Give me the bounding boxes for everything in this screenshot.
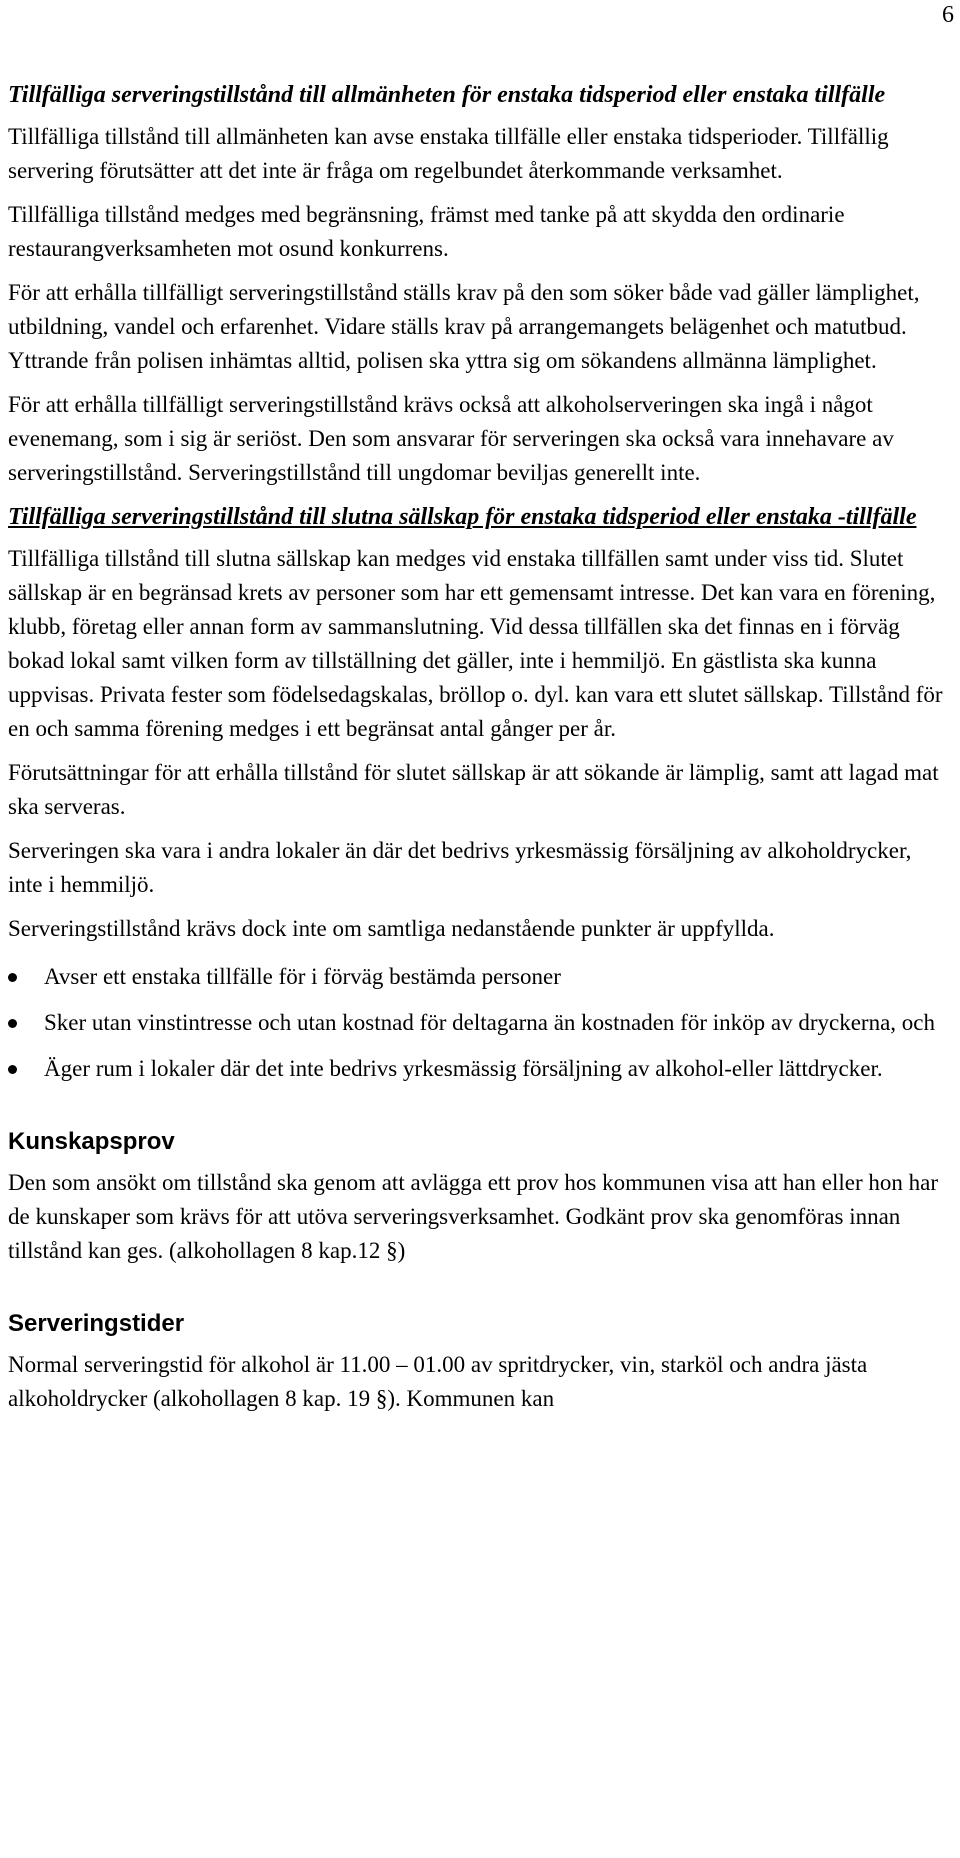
- bullet-icon: [8, 1065, 17, 1074]
- section-heading: Tillfälliga serveringstillstånd till allmänheten för enstaka tidsperiod eller enstaka tillfälle: [8, 82, 886, 108]
- section-temporary-closed-party: [8, 500, 944, 1086]
- bullet-icon: [8, 973, 17, 982]
- paragraph: Tillfälliga tillstånd till allmänheten kan avse enstaka tillfälle eller enstaka tidsperioder. Tillfällig servering förutsätter att det inte är fråga om regelbundet återkommande verksamhet.: [8, 124, 889, 183]
- list-item-text: Sker utan vinstintresse och utan kostnad för deltagarna än kostnaden för inköp av dryckerna, och: [44, 1010, 935, 1035]
- paragraph: Normal serveringstid för alkohol är 11.00 – 01.00 av spritdrycker, vin, starköl och andra jästa alkoholdrycker (alkohollagen 8 kap. 19 §). Kommunen kan: [8, 1352, 868, 1411]
- paragraph: Serveringen ska vara i andra lokaler än där det bedrivs yrkesmässig försäljning av alkoholdrycker, inte i hemmiljö.: [8, 838, 912, 897]
- section-knowledge-test: [8, 1126, 944, 1268]
- section-heading: Tillfälliga serveringstillstånd till slutna sällskap för enstaka tidsperiod eller enstaka -tillfälle: [8, 504, 917, 530]
- section-heading: Kunskapsprov: [8, 1128, 175, 1155]
- list-item-text: Avser ett enstaka tillfälle för i förväg bestämda personer: [44, 964, 561, 989]
- paragraph: Serveringstillstånd krävs dock inte om samtliga nedanstående punkter är uppfyllda.: [8, 916, 775, 941]
- section-temporary-public: [8, 78, 944, 490]
- paragraph: Förutsättningar för att erhålla tillstånd för slutet sällskap är att sökande är lämplig, samt att lagad mat ska serveras.: [8, 760, 939, 819]
- document-body: [8, 78, 944, 1426]
- paragraph: Den som ansökt om tillstånd ska genom att avlägga ett prov hos kommunen visa att han eller hon har de kunskaper som krävs för att utöva serveringsverksamhet. Godkänt prov ska genomföras innan tillstånd kan ges. (alkohollagen 8 kap.12 §): [8, 1170, 939, 1263]
- list-item: [8, 1006, 944, 1040]
- section-heading: Serveringstider: [8, 1310, 185, 1337]
- paragraph: Tillfälliga tillstånd medges med begränsning, främst med tanke på att skydda den ordinarie restaurangverksamheten mot osund konkurrens.: [8, 202, 845, 261]
- page-number: 6: [942, 2, 954, 28]
- paragraph: För att erhålla tillfälligt serveringstillstånd ställs krav på den som söker både vad gäller lämplighet, utbildning, vandel och erfarenhet. Vidare ställs krav på arrangemangets belägenhet och matutbud. Yttrande från polisen inhämtas alltid, polisen ska yttra sig om sökandens allmänna lämplighet.: [8, 280, 920, 373]
- paragraph: Tillfälliga tillstånd till slutna sällskap kan medges vid enstaka tillfällen samt under viss tid. Slutet sällskap är en begränsad krets av personer som har ett gemensamt intresse. Det kan vara en förening, klubb, företag eller annan form av sammanslutning. Vid dessa tillfällen ska det finnas en i förväg bokad lokal samt vilken form av tillställning det gäller, inte i hemmiljö. En gästlista ska kunna uppvisas. Privata fester som födelsedagskalas, bröllop o. dyl. kan vara ett slutet sällskap. Tillstånd för en och samma förening medges i ett begränsat antal gånger per år.: [8, 546, 943, 741]
- section-serving-hours: [8, 1308, 944, 1416]
- list-item: [8, 960, 944, 994]
- bullet-icon: [8, 1019, 17, 1028]
- list-item-text: Äger rum i lokaler där det inte bedrivs yrkesmässig försäljning av alkohol-eller lättdrycker.: [44, 1056, 883, 1081]
- bullet-list: [8, 960, 944, 1086]
- paragraph: För att erhålla tillfälligt serveringstillstånd krävs också att alkoholserveringen ska ingå i något evenemang, som i sig är seriöst. Den som ansvarar för serveringen ska också vara innehavare av serveringstillstånd. Serveringstillstånd till ungdomar beviljas generellt inte.: [8, 392, 894, 485]
- list-item: [8, 1052, 944, 1086]
